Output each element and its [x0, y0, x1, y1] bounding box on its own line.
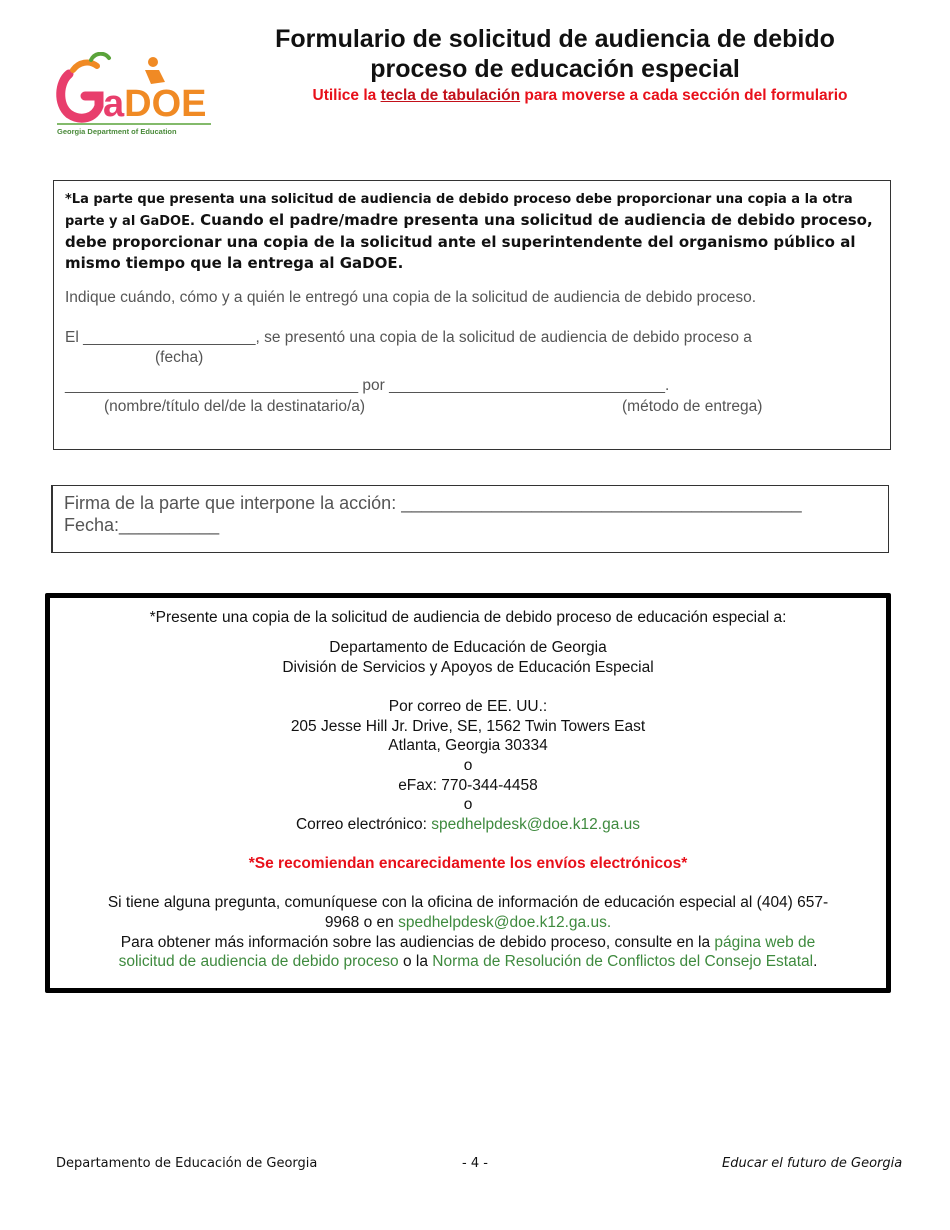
indique-text: Indique cuándo, cómo y a quién le entregó una copia de la solicitud de audiencia de debido proceso. [65, 289, 757, 306]
logo-subtitle: Georgia Department of Education [57, 127, 177, 136]
or-separator-2: o [463, 796, 473, 813]
signature-field[interactable]: ________________________________________ [401, 493, 802, 513]
por-word: por [358, 377, 390, 394]
recipient-label: (nombre/título del/de la destinatario/a) [104, 398, 366, 415]
fecha-label: (fecha) [155, 349, 204, 366]
logo-graphic [55, 52, 215, 138]
footer-left: Departamento de Educación de Georgia [56, 1156, 318, 1171]
info-pre: Para obtener más información sobre las audiencias de debido proceso, consulte en la [120, 934, 715, 951]
notice-intro-rest: Cuando el padre/madre presenta una solicitud de audiencia de debido proceso, debe proporcionar una copia de la solicitud ante el superintendente del organismo público al mismo tiempo que la entrega al GaDOE. [65, 211, 873, 272]
el-suffix: , se presentó una copia de la solicitud de audiencia de debido proceso a [255, 329, 752, 346]
division-name: División de Servicios y Apoyos de Educación Especial [282, 659, 654, 676]
info-line-1 [50, 933, 886, 953]
hearing-page-link-a[interactable]: página web de [714, 934, 816, 951]
logo-text: aDOE [103, 83, 207, 125]
firma-label: Firma de la parte que interpone la acción: [64, 493, 402, 513]
signature-box [51, 485, 889, 553]
recipient-sentence [65, 377, 669, 395]
org-name: Departamento de Educación de Georgia [329, 639, 607, 656]
state-rule-link[interactable]: Norma de Resolución de Conflictos del Consejo Estatal [432, 953, 814, 970]
notice-intro-small: *La parte que presenta una solicitud de audiencia de debido proceso debe proporcionar una copia a la otra parte y al GaDOE. [65, 192, 853, 229]
or-separator-1: o [463, 757, 473, 774]
email-label: Correo electrónico: [295, 816, 432, 833]
recipient-field[interactable]: __________________________________ [65, 377, 359, 394]
submit-heading: *Presente una copia de la solicitud de audiencia de debido proceso de educación especial a: [149, 609, 787, 626]
el-prefix: El [65, 329, 84, 346]
delivery-notice-box [53, 180, 891, 450]
mail-label: Por correo de EE. UU.: [388, 698, 548, 715]
question-email-link[interactable]: spedhelpdesk@doe.k12.ga.us. [398, 914, 612, 931]
date-sentence [65, 329, 752, 347]
info-line-2 [50, 952, 886, 972]
title-line-2: proceso de educación especial [370, 55, 740, 83]
question-line-1: Si tiene alguna pregunta, comuníquese con la oficina de información de educación especial al (404) 657- [107, 894, 829, 911]
address-line-2: Atlanta, Georgia 30334 [388, 737, 548, 754]
gadoe-logo [55, 52, 215, 138]
signature-date-line [64, 515, 219, 536]
address-line-1: 205 Jesse Hill Jr. Drive, SE, 1562 Twin Towers East [290, 718, 646, 735]
date-field[interactable]: ____________________ [83, 329, 256, 346]
hearing-page-link-b[interactable]: solicitud de audiencia de debido proceso [118, 953, 399, 970]
method-field[interactable]: ________________________________ [389, 377, 665, 394]
efax-line: eFax: 770-344-4458 [398, 777, 538, 794]
instruction-pre: Utilice la [312, 87, 381, 104]
title-line-1: Formulario de solicitud de audiencia de debido [275, 25, 835, 53]
email-link[interactable]: spedhelpdesk@doe.k12.ga.us [431, 816, 641, 833]
fecha-label-2: Fecha: [64, 515, 120, 535]
info-mid: o la [398, 953, 433, 970]
tab-instruction [260, 87, 900, 105]
page-title [230, 24, 880, 84]
notice-intro [65, 188, 880, 274]
info-end: . [813, 953, 818, 970]
signature-line [64, 493, 802, 514]
footer-right: Educar el futuro de Georgia [722, 1156, 903, 1171]
method-label: (método de entrega) [622, 398, 763, 415]
period: . [664, 377, 670, 394]
recommend-notice: *Se recomiendan encarecidamente los envíos electrónicos* [248, 855, 688, 872]
email-line [50, 815, 886, 835]
question-line-2 [50, 913, 886, 933]
page-number: - 4 - [462, 1156, 488, 1171]
submission-box [45, 593, 891, 993]
instruction-post: para moverse a cada sección del formulario [520, 87, 848, 104]
signature-date-field[interactable]: __________ [119, 515, 220, 535]
question-pre: 9968 o en [324, 914, 399, 931]
tab-key-link[interactable]: tecla de tabulación [380, 87, 521, 104]
